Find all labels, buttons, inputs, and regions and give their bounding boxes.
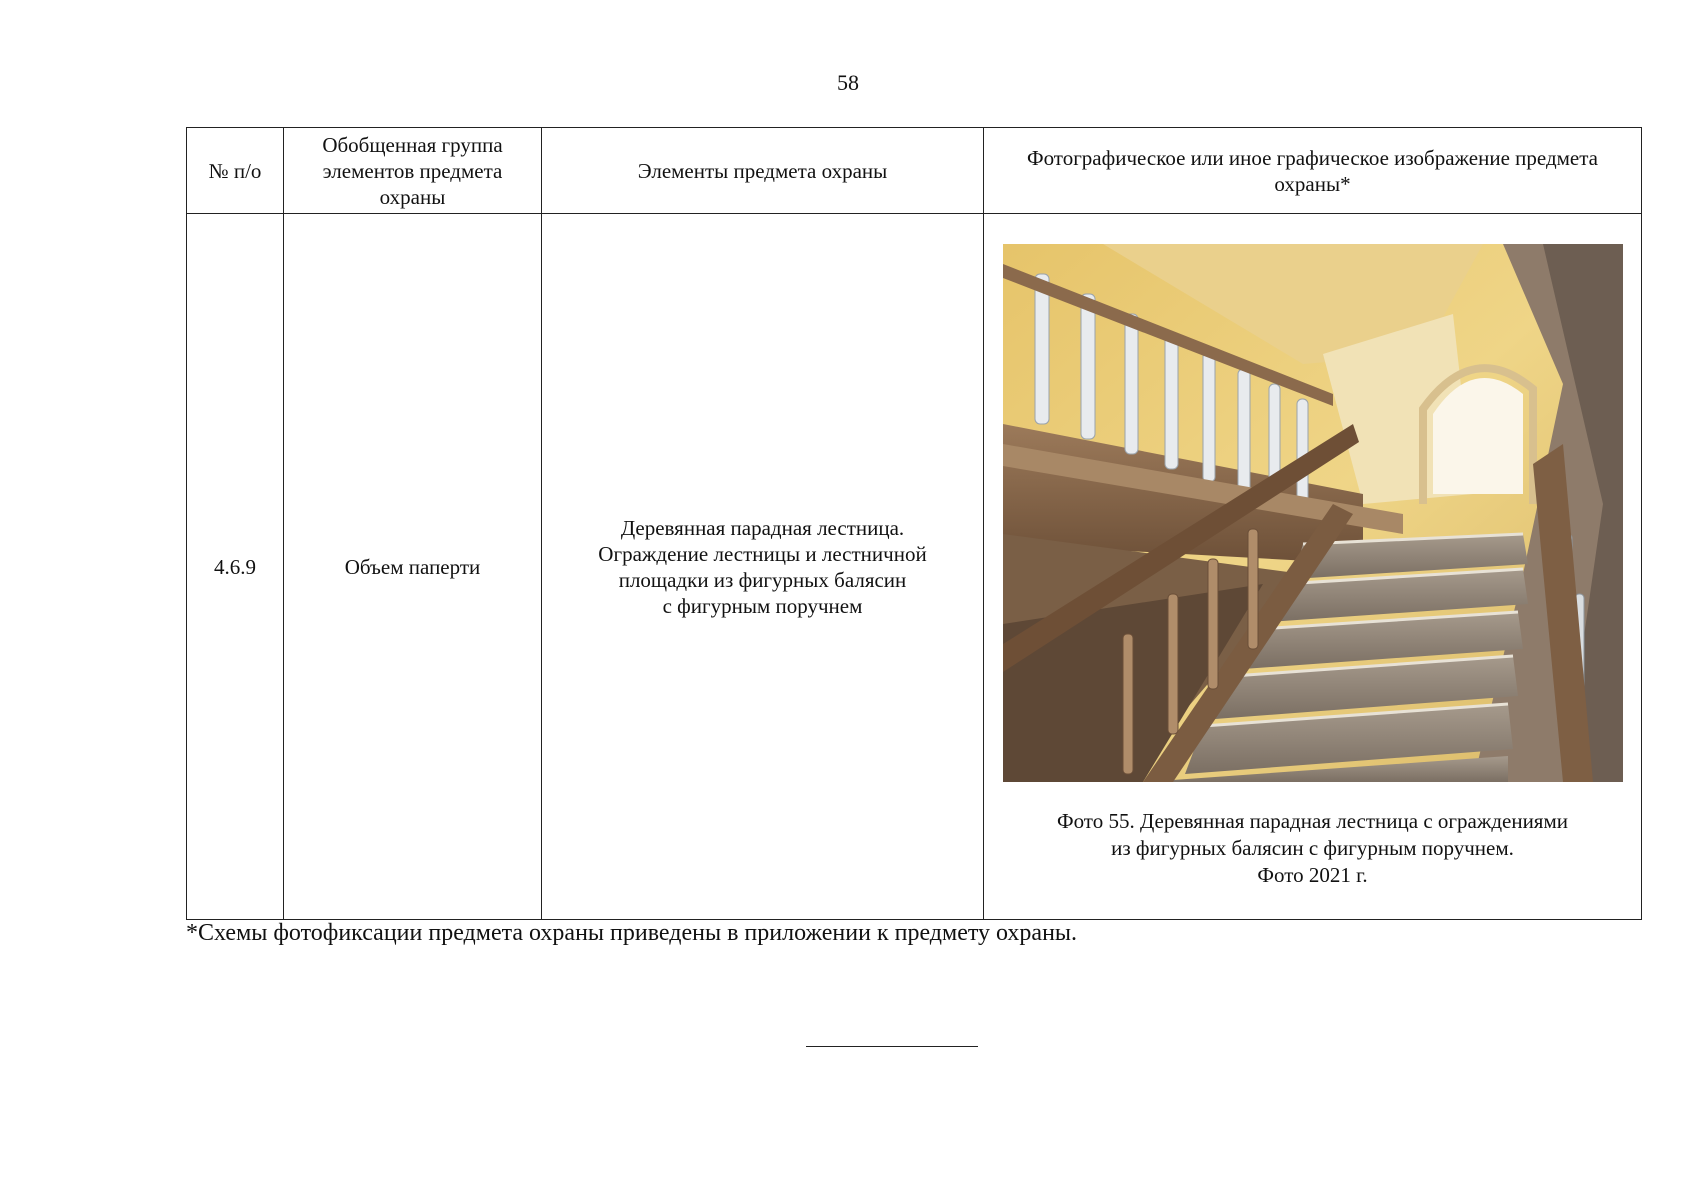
caption-line-2: из фигурных балясин с фигурным поручнем.	[1111, 836, 1514, 860]
table-row	[187, 214, 1642, 920]
elements-line-1: Деревянная парадная лестница.	[620, 515, 905, 540]
row-photo-cell	[984, 214, 1642, 920]
header-image: Фотографическое или иное графическое изображение предмета охраны*	[984, 128, 1642, 214]
row-elements	[542, 214, 984, 920]
elements-line-3: площадки из фигурных балясин	[618, 567, 907, 592]
caption-line-1: Фото 55. Деревянная парадная лестница с ограждениями	[1056, 809, 1568, 833]
caption-line-3: Фото 2021 г.	[1257, 863, 1368, 887]
header-elements: Элементы предмета охраны	[542, 128, 984, 214]
footnote: *Схемы фотофиксации предмета охраны приведены в приложении к предмету охраны.	[186, 920, 1078, 946]
end-separator-line	[806, 1046, 978, 1047]
row-group: Объем паперти	[284, 214, 542, 920]
header-number: № п/о	[187, 128, 284, 214]
photo-caption	[1003, 808, 1623, 889]
page-number: 58	[837, 70, 859, 95]
row-number: 4.6.9	[187, 214, 284, 920]
header-group: Обобщенная группа элементов предмета охраны	[284, 128, 542, 214]
table-header-row	[187, 128, 1642, 214]
protection-table	[186, 127, 1642, 920]
elements-line-4: с фигурным поручнем	[662, 593, 863, 618]
staircase-photo	[1003, 244, 1623, 782]
elements-line-2: Ограждение лестницы и лестничной	[598, 541, 927, 566]
